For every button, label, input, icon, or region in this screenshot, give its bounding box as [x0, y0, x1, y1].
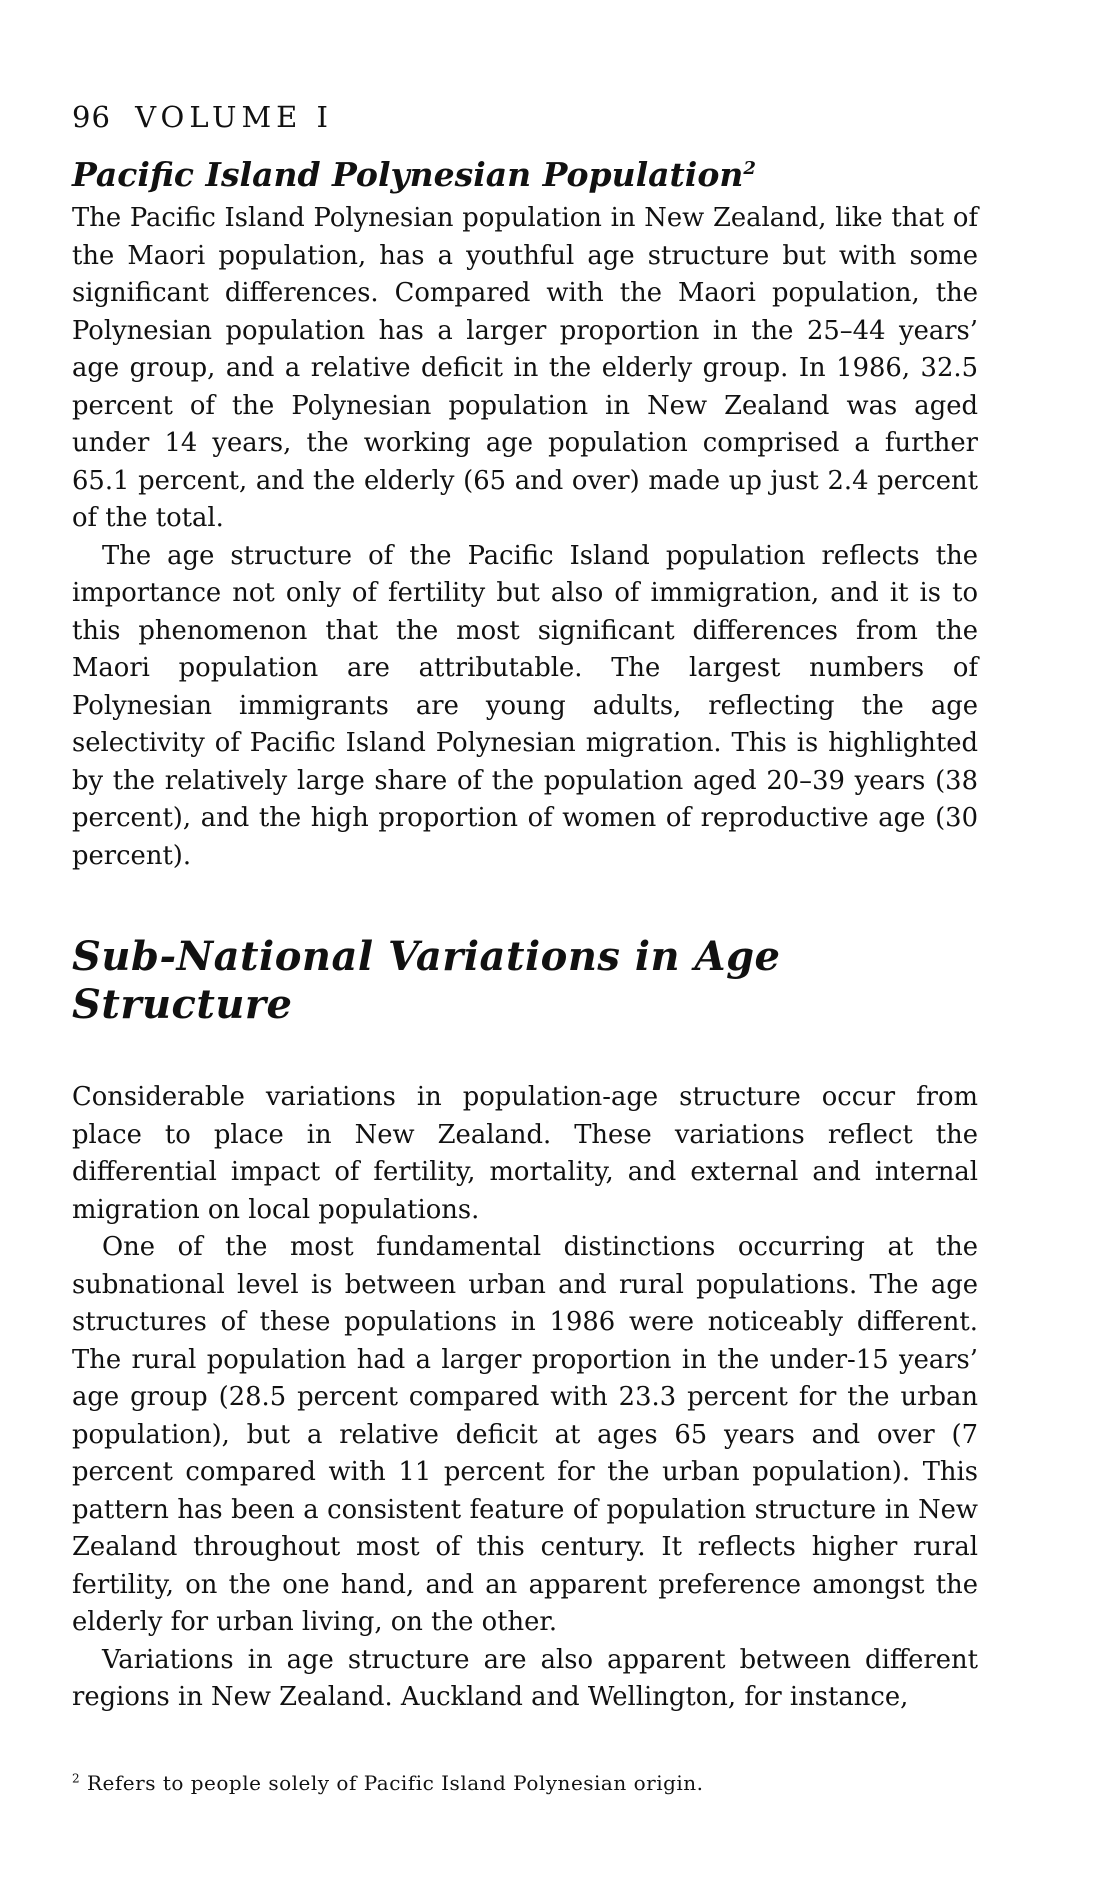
section-heading-text: Pacific Island Polynesian Population	[72, 154, 744, 194]
paragraph-subnational-3: Variations in age structure are also apparent between different regions in New Zealand. Auckland and Wellington, for instance,	[72, 1644, 978, 1713]
footnote-mark: 2	[72, 1771, 81, 1786]
footnote-text: Refers to people solely of Pacific Island Polynesian origin.	[87, 1771, 704, 1795]
footnote-reference: 2	[743, 157, 756, 179]
paragraph-subnational-1: Considerable variations in population-age structure occur from place to place in New Zealand. These variations reflect the differential impact of fertility, mortality, and external and internal migration on local populations.	[72, 1082, 978, 1225]
section-heading	[72, 155, 978, 195]
footnote	[72, 1771, 704, 1795]
volume-label: VOLUME I	[135, 100, 333, 134]
running-head	[72, 100, 978, 135]
page-number: 96	[72, 100, 111, 134]
major-section-heading: Sub-National Variations in Age Structure	[72, 933, 781, 1029]
page-body	[72, 100, 978, 1717]
paragraph-subnational-2: One of the most fundamental distinctions occurring at the subnational level is between urban and rural populations. The age structures of these populations in 1986 were noticeably different. The rural population had a larger proportion in the under-15 years’ age group (28.5 percent compared with 23.3 percent for the urban population), but a relative deficit at ages 65 years and over (7 percent compared with 11 percent for the urban population). This pattern has been a consistent feature of population structure in New Zealand throughout most of this century. It reflects higher rural fertility, on the one hand, and an apparent preference amongst the elderly for urban living, on the other.	[72, 1232, 978, 1638]
paragraph-polynesian-1: The Pacific Island Polynesian population in New Zealand, like that of the Maori population, has a youthful age structure but with some significant differences. Compared with the Maori population, the Polynesian population has a larger proportion in the 25–44 years’ age group, and a relative deficit in the elderly group. In 1986, 32.5 percent of the Polynesian population in New Zealand was aged under 14 years, the working age population comprised a further 65.1 percent, and the elderly (65 and over) made up just 2.4 percent of the total.	[72, 203, 978, 534]
paragraph-polynesian-2: The age structure of the Pacific Island population reflects the importance not only of fertility but also of immigration, and it is to this phenomenon that the most significant differences from the Maori population are attributable. The largest numbers of Polynesian immigrants are young adults, reflecting the age selectivity of Pacific Island Polynesian migration. This is highlighted by the relatively large share of the population aged 20–39 years (38 percent), and the high proportion of women of reproductive age (30 percent).	[72, 540, 978, 871]
